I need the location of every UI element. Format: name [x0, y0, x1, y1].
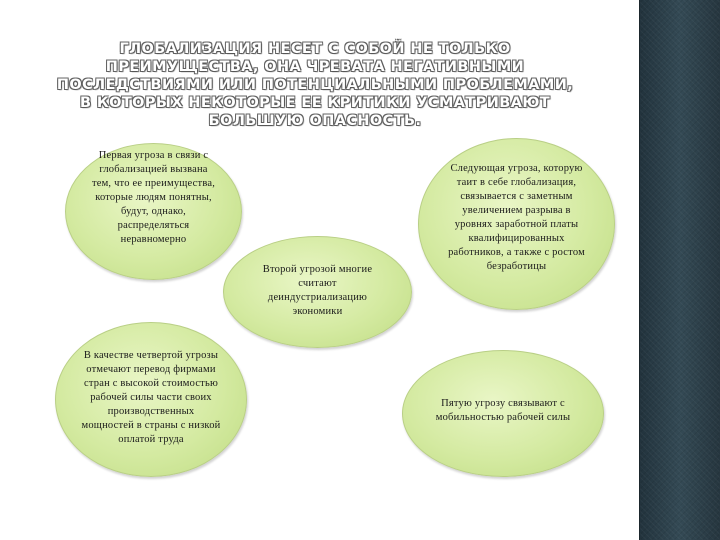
- threat-text-1: Первая угроза в связи с глобализацией вызвана тем, что ее преимущества, которые людям понятны, будут, однако, распределяться неравномерно: [91, 150, 216, 245]
- threat-text-2: Второй угрозой многие считают деиндустриализацию экономики: [262, 264, 373, 317]
- threat-ellipse-1: [65, 143, 242, 280]
- threat-text-4: В качестве четвертой угрозы отмечают перевод фирмами стран с высокой стоимостью рабочей силы части своих производственных мощностей в страны с низкой оплатой труда: [81, 349, 221, 445]
- threat-text-5: Пятую угрозу связывают с мобильностью рабочей силы: [435, 397, 571, 423]
- threat-ellipse-3: [418, 138, 615, 310]
- threat-ellipse-4: [55, 322, 247, 477]
- threat-ellipse-2: [223, 236, 412, 348]
- threat-ellipse-5: [402, 350, 604, 477]
- decorative-sidebar: [640, 0, 720, 540]
- slide-title: ГЛОБАЛИЗАЦИЯ НЕСЕТ С СОБОЙ НЕ ТОЛЬКО ПРЕИМУЩЕСТВА, ОНА ЧРЕВАТА НЕГАТИВНЫМИ ПОСЛЕДСТВИЯМИ ИЛИ ПОТЕНЦИАЛЬНЫМИ ПРОБЛЕМАМИ, В КОТОРЫХ НЕКОТОРЫЕ ЕЕ КРИТИКИ УСМАТРИВАЮТ БОЛЬШУЮ ОПАСНОСТЬ.: [56, 41, 574, 129]
- threat-text-3: Следующая угроза, которую таит в себе глобализация, связывается с заметным увеличением разрыва в уровнях заработной платы квалифицированных работников, а также с ростом безработицы: [448, 163, 585, 272]
